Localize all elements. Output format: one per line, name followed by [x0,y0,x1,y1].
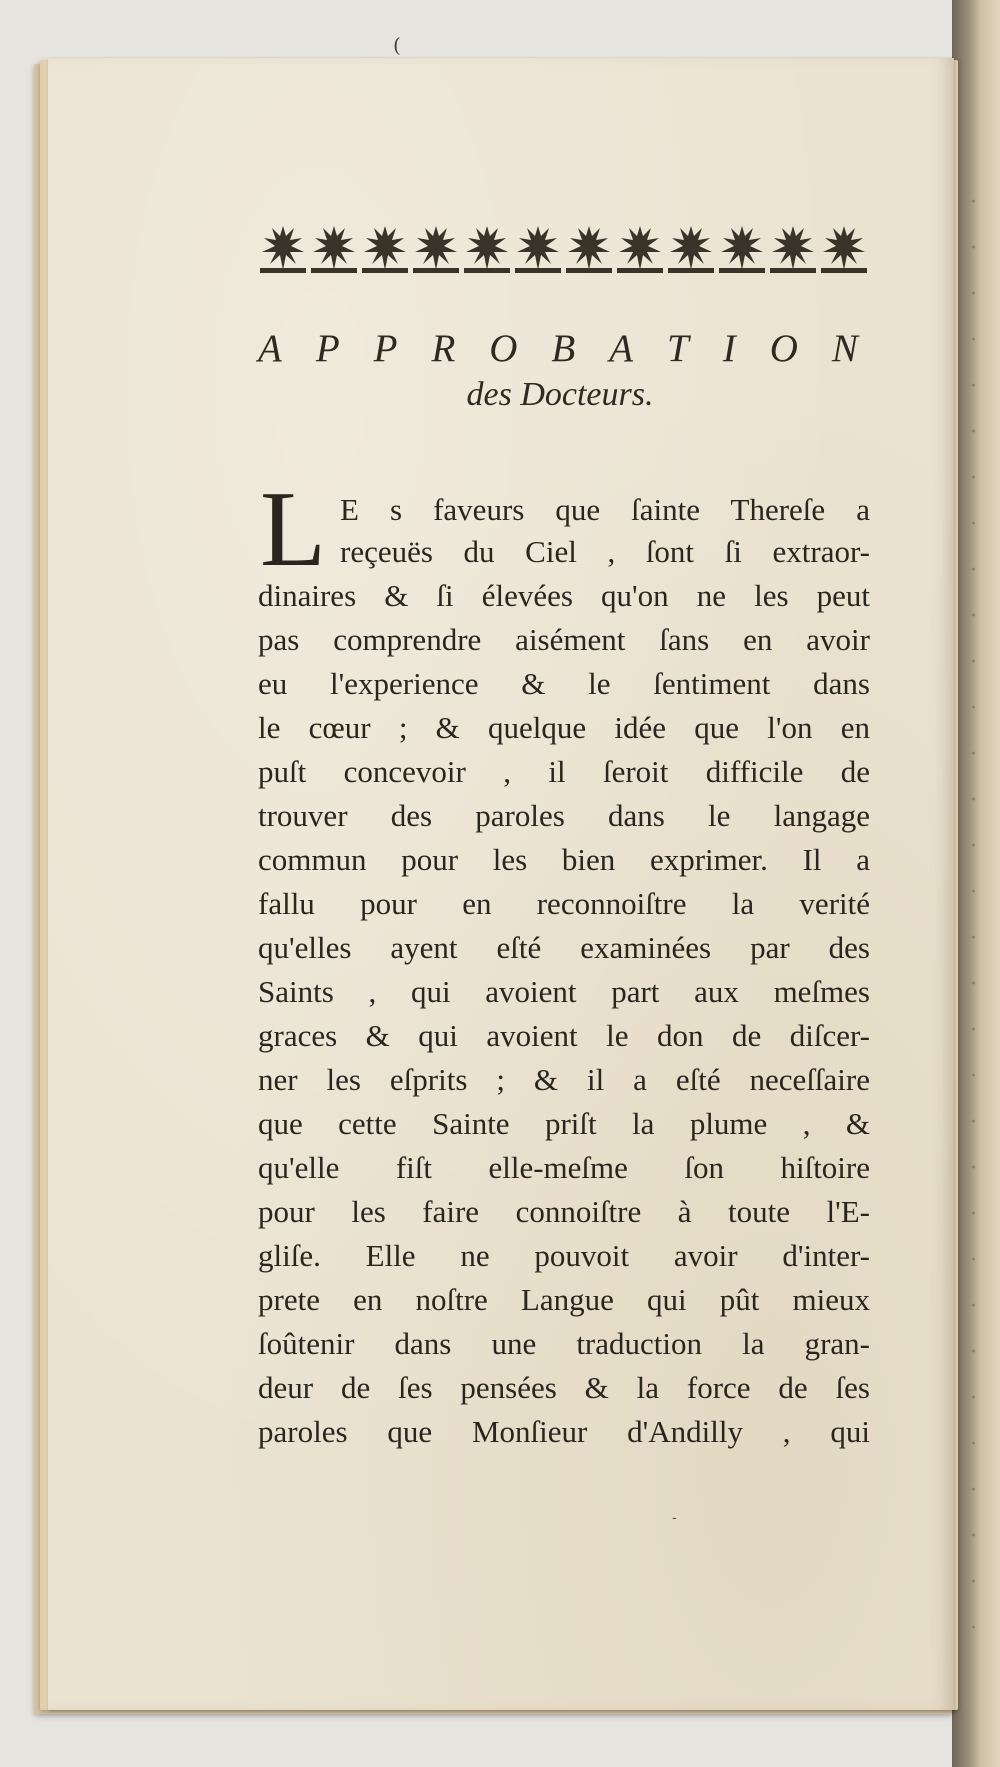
title-letter: A [609,326,634,370]
text-line: E s faveurs que ſainte Thereſe a [340,492,870,527]
pencil-mark: ( [393,33,401,57]
text-line: pour les faire connoiſtre à toute l'E- [258,1194,870,1229]
title-letter: O [769,326,798,370]
title-letter: I [722,326,736,370]
text-line: graces & qui avoient le don de diſcer- [258,1018,870,1053]
text-line: deur de ſes pensées & la force de ſes [258,1370,870,1405]
title-letter: P [373,326,398,370]
title-letter: R [431,326,456,370]
text-line: le cœur ; & quelque idée que l'on en [258,710,870,745]
subtitle: des Docteurs. [466,376,654,413]
title-letter: P [315,326,340,370]
footer-mark: ‐ [672,1510,677,1526]
text-line: prete en noſtre Langue qui pût mieux [258,1282,870,1317]
title-letter: A [258,326,282,370]
text-line: commun pour les bien exprimer. Il a [258,842,870,877]
drop-cap: L [260,470,326,589]
text-line: gliſe. Elle ne pouvoit avoir d'inter- [258,1238,870,1273]
text-line: qu'elles ayent eſté examinées par des [258,930,870,965]
text-line: trouver des paroles dans le langage [258,798,870,833]
text-line: fallu pour en reconnoiſtre la verité [258,886,870,921]
text-line: qu'elle fiſt elle-meſme ſon hiſtoire [258,1150,870,1185]
title-letter: B [551,326,576,370]
text-line: ner les eſprits ; & il a eſté neceſſaire [258,1062,870,1097]
title-approbation [258,322,858,374]
title-letter: T [667,326,689,370]
adjacent-page-edge [952,0,1000,1767]
text-line: paroles que Monſieur d'Andilly , qui [258,1414,870,1449]
text-line: que cette Sainte priſt la plume , & [258,1106,870,1141]
text-line: dinaires & ſi élevées qu'on ne les peut [258,578,870,613]
text-line: puſt concevoir , il ſeroit difficile de [258,754,870,789]
text-line: ſoûtenir dans une traduction la gran- [258,1326,870,1361]
text-line: reçeuës du Ciel , ſont ſi extraor- [340,534,870,569]
text-line: Saints , qui avoient part aux meſmes [258,974,870,1009]
title-letter: O [489,326,518,370]
adjacent-page-glyphs: · · · · · · · · · · · · · · · · · · · · · · · · · · · · · · · · [970,190,977,1641]
text-line: pas comprendre aisément ſans en avoir [258,622,870,657]
fleuron-ornament-band [258,222,870,276]
title-letter: N [831,326,858,370]
text-line: eu l'experience & le ſentiment dans [258,666,870,701]
